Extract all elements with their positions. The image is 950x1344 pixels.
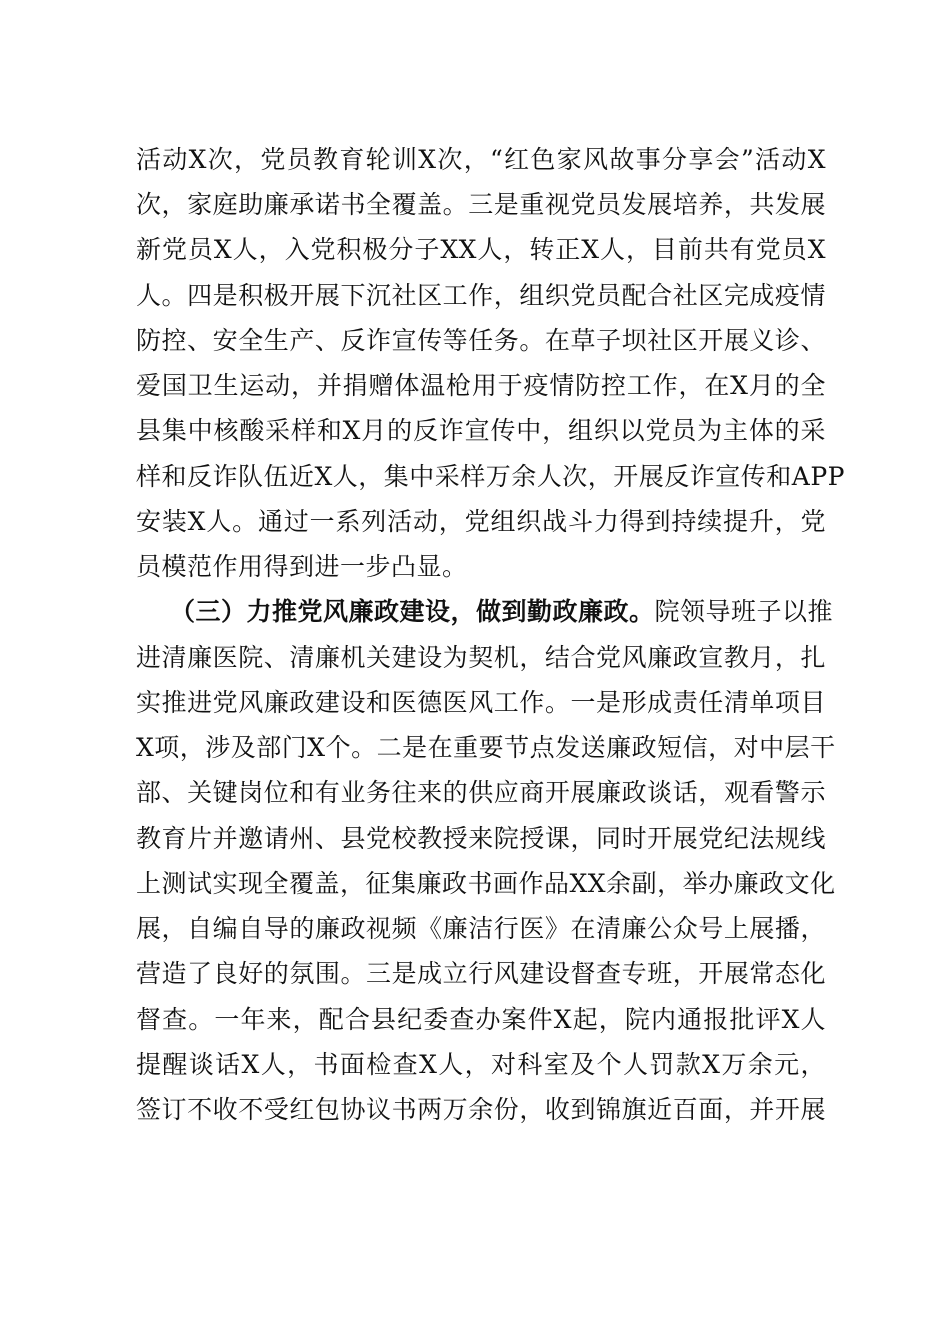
text-line: 营造了良好的氛围。三是成立行风建设督查专班，开展常态化 [136,959,826,988]
text-line: 签订不收不受红包协议书两万余份，收到锦旗近百面，并开展 [136,1095,826,1124]
text-line: 督查。一年来，配合县纪委查办案件X起，院内通报批评X人 [136,1005,826,1034]
text-line: 展，自编自导的廉政视频《廉洁行医》在清廉公众号上展播， [136,914,826,943]
text-line: 次，家庭助廉承诺书全覆盖。三是重视党员发展培养，共发展 [136,190,826,219]
text-line: 活动X次，党员教育轮训X次，“红色家风故事分享会”活动X [136,145,826,174]
text-line: 教育片并邀请州、县党校教授来院授课，同时开展党纪法规线 [136,824,826,853]
text-line: 进清廉医院、清廉机关建设为契机，结合党风廉政宣教月，扎 [136,643,826,672]
text-line: 提醒谈话X人，书面检查X人，对科室及个人罚款X万余元， [136,1050,826,1079]
section-heading-line [170,592,834,632]
text-line: 员模范作用得到进一步凸显。 [136,552,468,581]
section-heading: （三）力推党风廉政建设，做到勤政廉政。 [170,597,655,626]
text-line: 样和反诈队伍近X人，集中采样万余人次，开展反诈宣传和APP [136,462,845,491]
text-line: 爱国卫生运动，并捐赠体温枪用于疫情防控工作，在X月的全 [136,371,826,400]
text-line: 县集中核酸采样和X月的反诈宣传中，组织以党员为主体的采 [136,416,826,445]
section-heading-continuation: 院领导班子以推 [654,597,834,626]
text-line: 部、关键岗位和有业务往来的供应商开展廉政谈话，观看警示 [136,778,826,807]
text-line: X项，涉及部门X个。二是在重要节点发送廉政短信，对中层干 [136,733,836,762]
text-line: 新党员X人，入党积极分子XX人，转正X人，目前共有党员X [136,235,826,264]
text-line: 人。四是积极开展下沉社区工作，组织党员配合社区完成疫情 [136,281,826,310]
text-line: 实推进党风廉政建设和医德医风工作。一是形成责任清单项目 [136,688,826,717]
text-line: 防控、安全生产、反诈宣传等任务。在草子坝社区开展义诊、 [136,326,826,355]
text-line: 安装X人。通过一系列活动，党组织战斗力得到持续提升，党 [136,507,826,536]
text-line: 上测试实现全覆盖，征集廉政书画作品XX余副，举办廉政文化 [136,869,836,898]
